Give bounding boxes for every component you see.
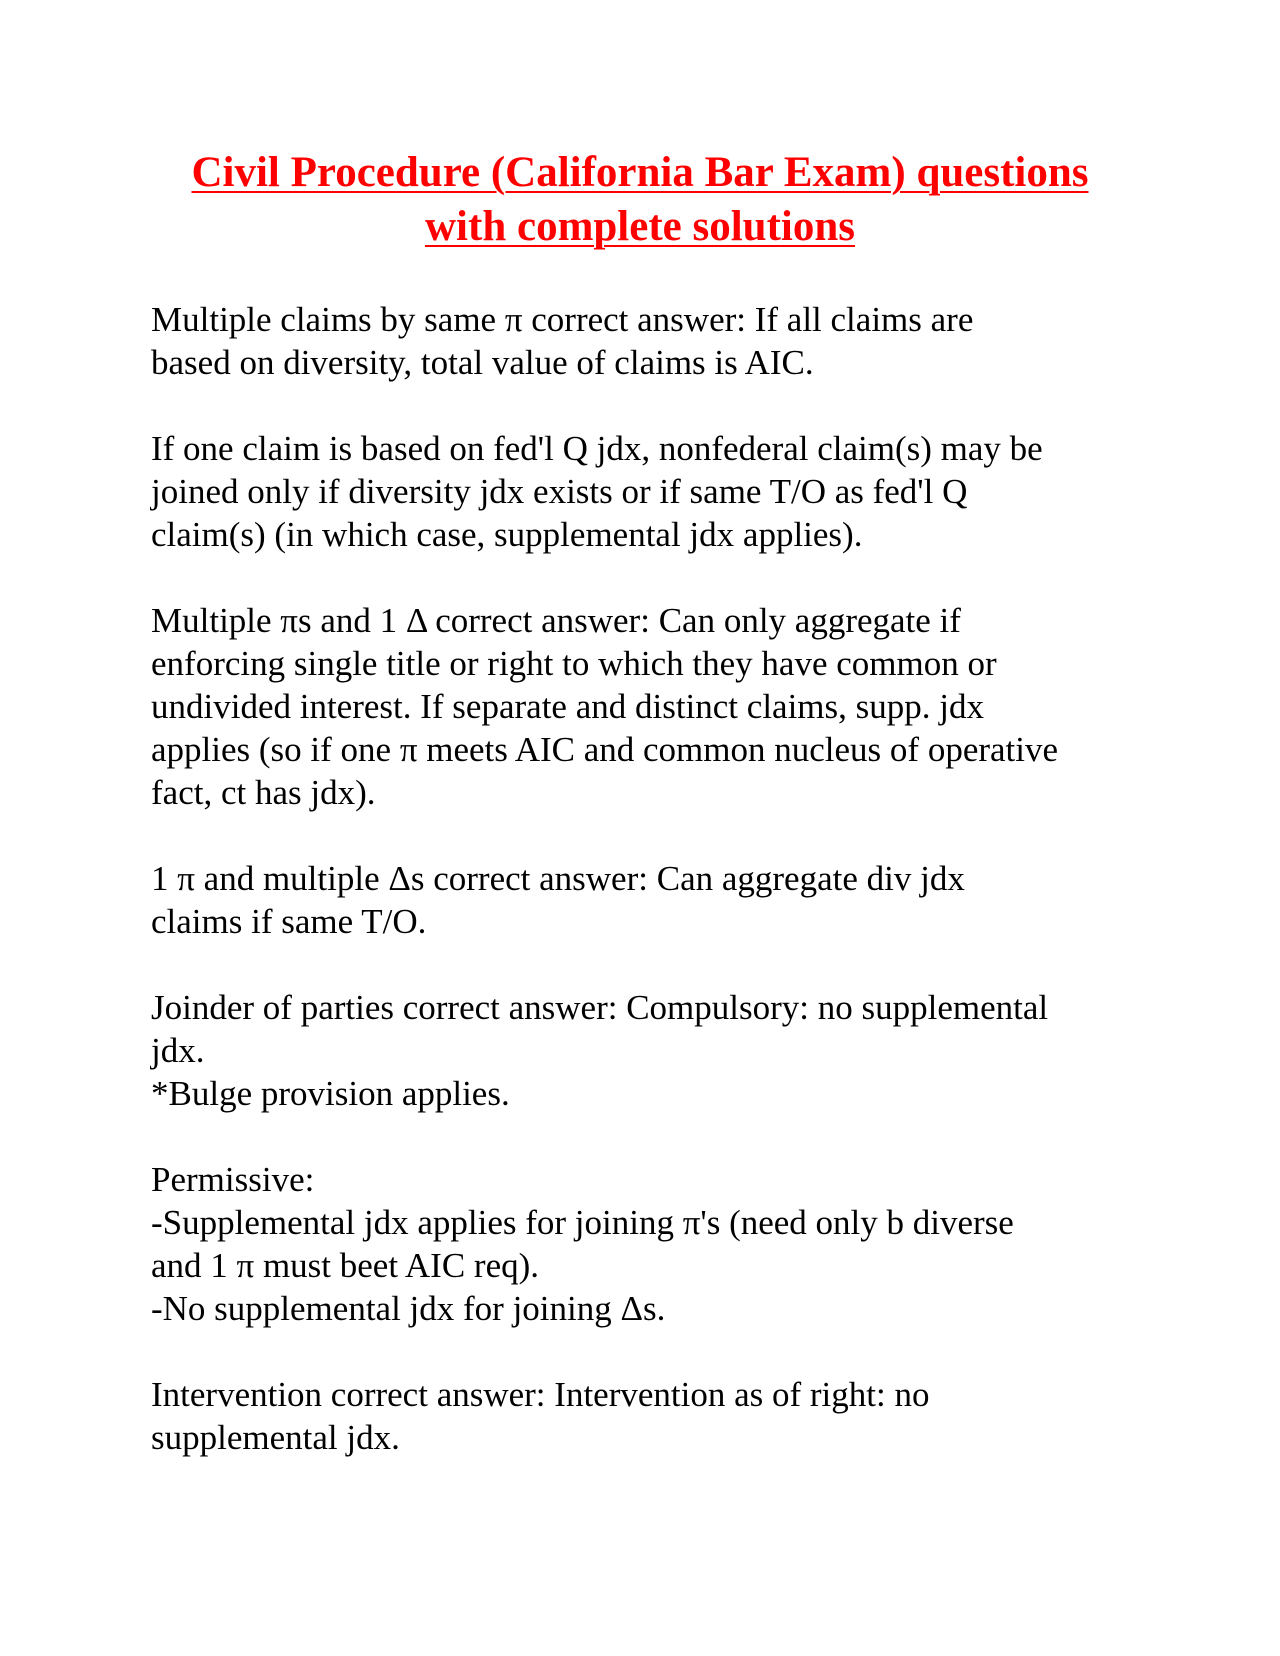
text-line: and 1 π must beet AIC req). — [151, 1246, 540, 1285]
text-line: Intervention correct answer: Intervention as of right: no — [151, 1375, 930, 1414]
title-line-2: with complete solutions — [425, 203, 855, 250]
text-line: jdx. — [151, 1031, 205, 1070]
paragraph-spacer — [151, 814, 1141, 857]
paragraph-permissive — [151, 1158, 1141, 1330]
paragraph-multiple-defendants — [151, 857, 1141, 943]
text-line: Multiple πs and 1 Δ correct answer: Can only aggregate if — [151, 601, 961, 640]
paragraph-spacer — [151, 1115, 1141, 1158]
text-line: -No supplemental jdx for joining Δs. — [151, 1289, 666, 1328]
text-line: supplemental jdx. — [151, 1418, 400, 1457]
paragraph-multiple-claims — [151, 298, 1141, 384]
text-line: fact, ct has jdx). — [151, 773, 376, 812]
document-title — [150, 146, 1130, 254]
text-line: claims if same T/O. — [151, 902, 427, 941]
text-line: Multiple claims by same π correct answer: If all claims are — [151, 300, 974, 339]
text-line: Permissive: — [151, 1160, 315, 1199]
text-line: based on diversity, total value of claims is AIC. — [151, 343, 814, 382]
text-line: applies (so if one π meets AIC and common nucleus of operative — [151, 730, 1059, 769]
paragraph-spacer — [151, 1330, 1141, 1373]
text-line: undivided interest. If separate and distinct claims, supp. jdx — [151, 687, 984, 726]
text-line: claim(s) (in which case, supplemental jdx applies). — [151, 515, 863, 554]
paragraph-multiple-plaintiffs — [151, 599, 1141, 814]
text-line: Joinder of parties correct answer: Compulsory: no supplemental — [151, 988, 1049, 1027]
paragraph-spacer — [151, 943, 1141, 986]
text-line: 1 π and multiple Δs correct answer: Can aggregate div jdx — [151, 859, 965, 898]
paragraph-intervention — [151, 1373, 1141, 1459]
document-body — [151, 298, 1141, 1459]
paragraph-spacer — [151, 556, 1141, 599]
text-line: If one claim is based on fed'l Q jdx, nonfederal claim(s) may be — [151, 429, 1043, 468]
text-line: joined only if diversity jdx exists or if same T/O as fed'l Q — [151, 472, 968, 511]
text-line: *Bulge provision applies. — [151, 1074, 510, 1113]
text-line: enforcing single title or right to which they have common or — [151, 644, 997, 683]
paragraph-fed-q-jdx — [151, 427, 1141, 556]
paragraph-spacer — [151, 384, 1141, 427]
text-line: -Supplemental jdx applies for joining π's (need only b diverse — [151, 1203, 1014, 1242]
title-line-1: Civil Procedure (California Bar Exam) questions — [191, 149, 1089, 196]
paragraph-joinder-of-parties — [151, 986, 1141, 1115]
